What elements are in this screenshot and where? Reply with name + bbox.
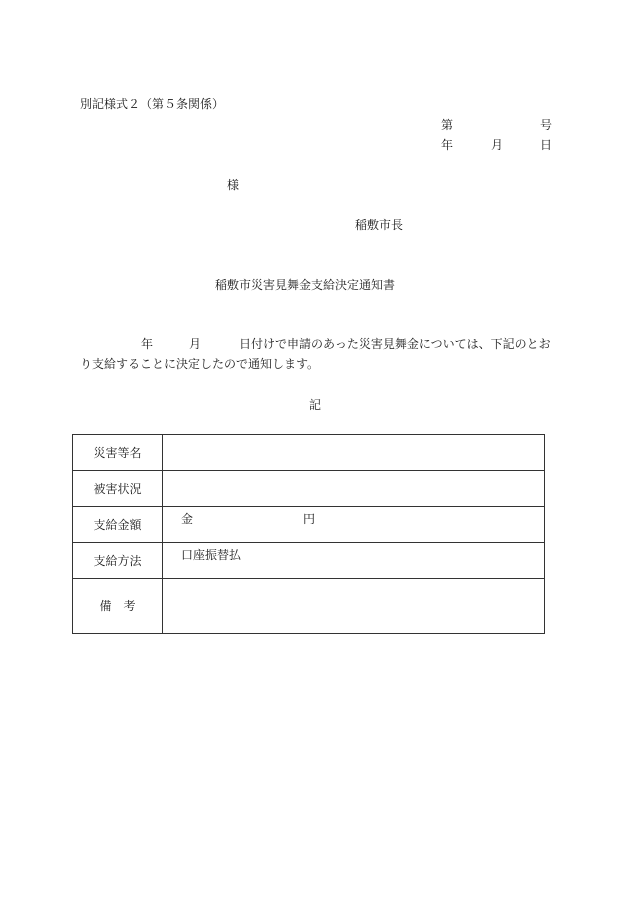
value-disaster-name: [163, 435, 545, 471]
value-payment-amount: [163, 507, 545, 543]
row-label-remarks: 備 考: [73, 579, 163, 634]
table-row: [73, 579, 545, 634]
value-remarks: [163, 579, 545, 634]
table-row: [73, 435, 545, 471]
form-label: 別記様式２（第５条関係）: [80, 97, 225, 111]
value-damage-status: [163, 471, 545, 507]
table-row: [73, 471, 545, 507]
value-payment-method: 口座振替払: [163, 543, 545, 579]
row-label-payment-amount: 支給金額: [73, 507, 163, 543]
body-year-label: 年: [141, 337, 154, 351]
row-label-payment-method: 支給方法: [73, 543, 163, 579]
addressee-honorific: 様: [227, 178, 240, 192]
table-row: [73, 507, 545, 543]
date-day-label: 日: [540, 138, 553, 152]
ki-heading: 記: [309, 398, 322, 412]
row-label-damage-status: 被害状況: [73, 471, 163, 507]
number-suffix: 号: [540, 118, 553, 132]
row-label-disaster-name: 災害等名: [73, 435, 163, 471]
date-month-label: 月: [491, 138, 504, 152]
amount-prefix: 金: [181, 512, 194, 526]
amount-suffix: 円: [303, 512, 316, 526]
detail-table: [72, 434, 545, 634]
body-month-label: 月: [189, 337, 202, 351]
body-text-line-1: 日付けで申請のあった災害見舞金については、下記のとお: [239, 337, 551, 351]
number-prefix: 第: [441, 118, 454, 132]
body-text-line-2: り支給することに決定したので通知します。: [80, 357, 320, 371]
table-row: [73, 543, 545, 579]
document-title: 稲敷市災害見舞金支給決定通知書: [215, 278, 396, 292]
date-year-label: 年: [441, 138, 454, 152]
issuer-name: 稲敷市長: [355, 218, 404, 232]
